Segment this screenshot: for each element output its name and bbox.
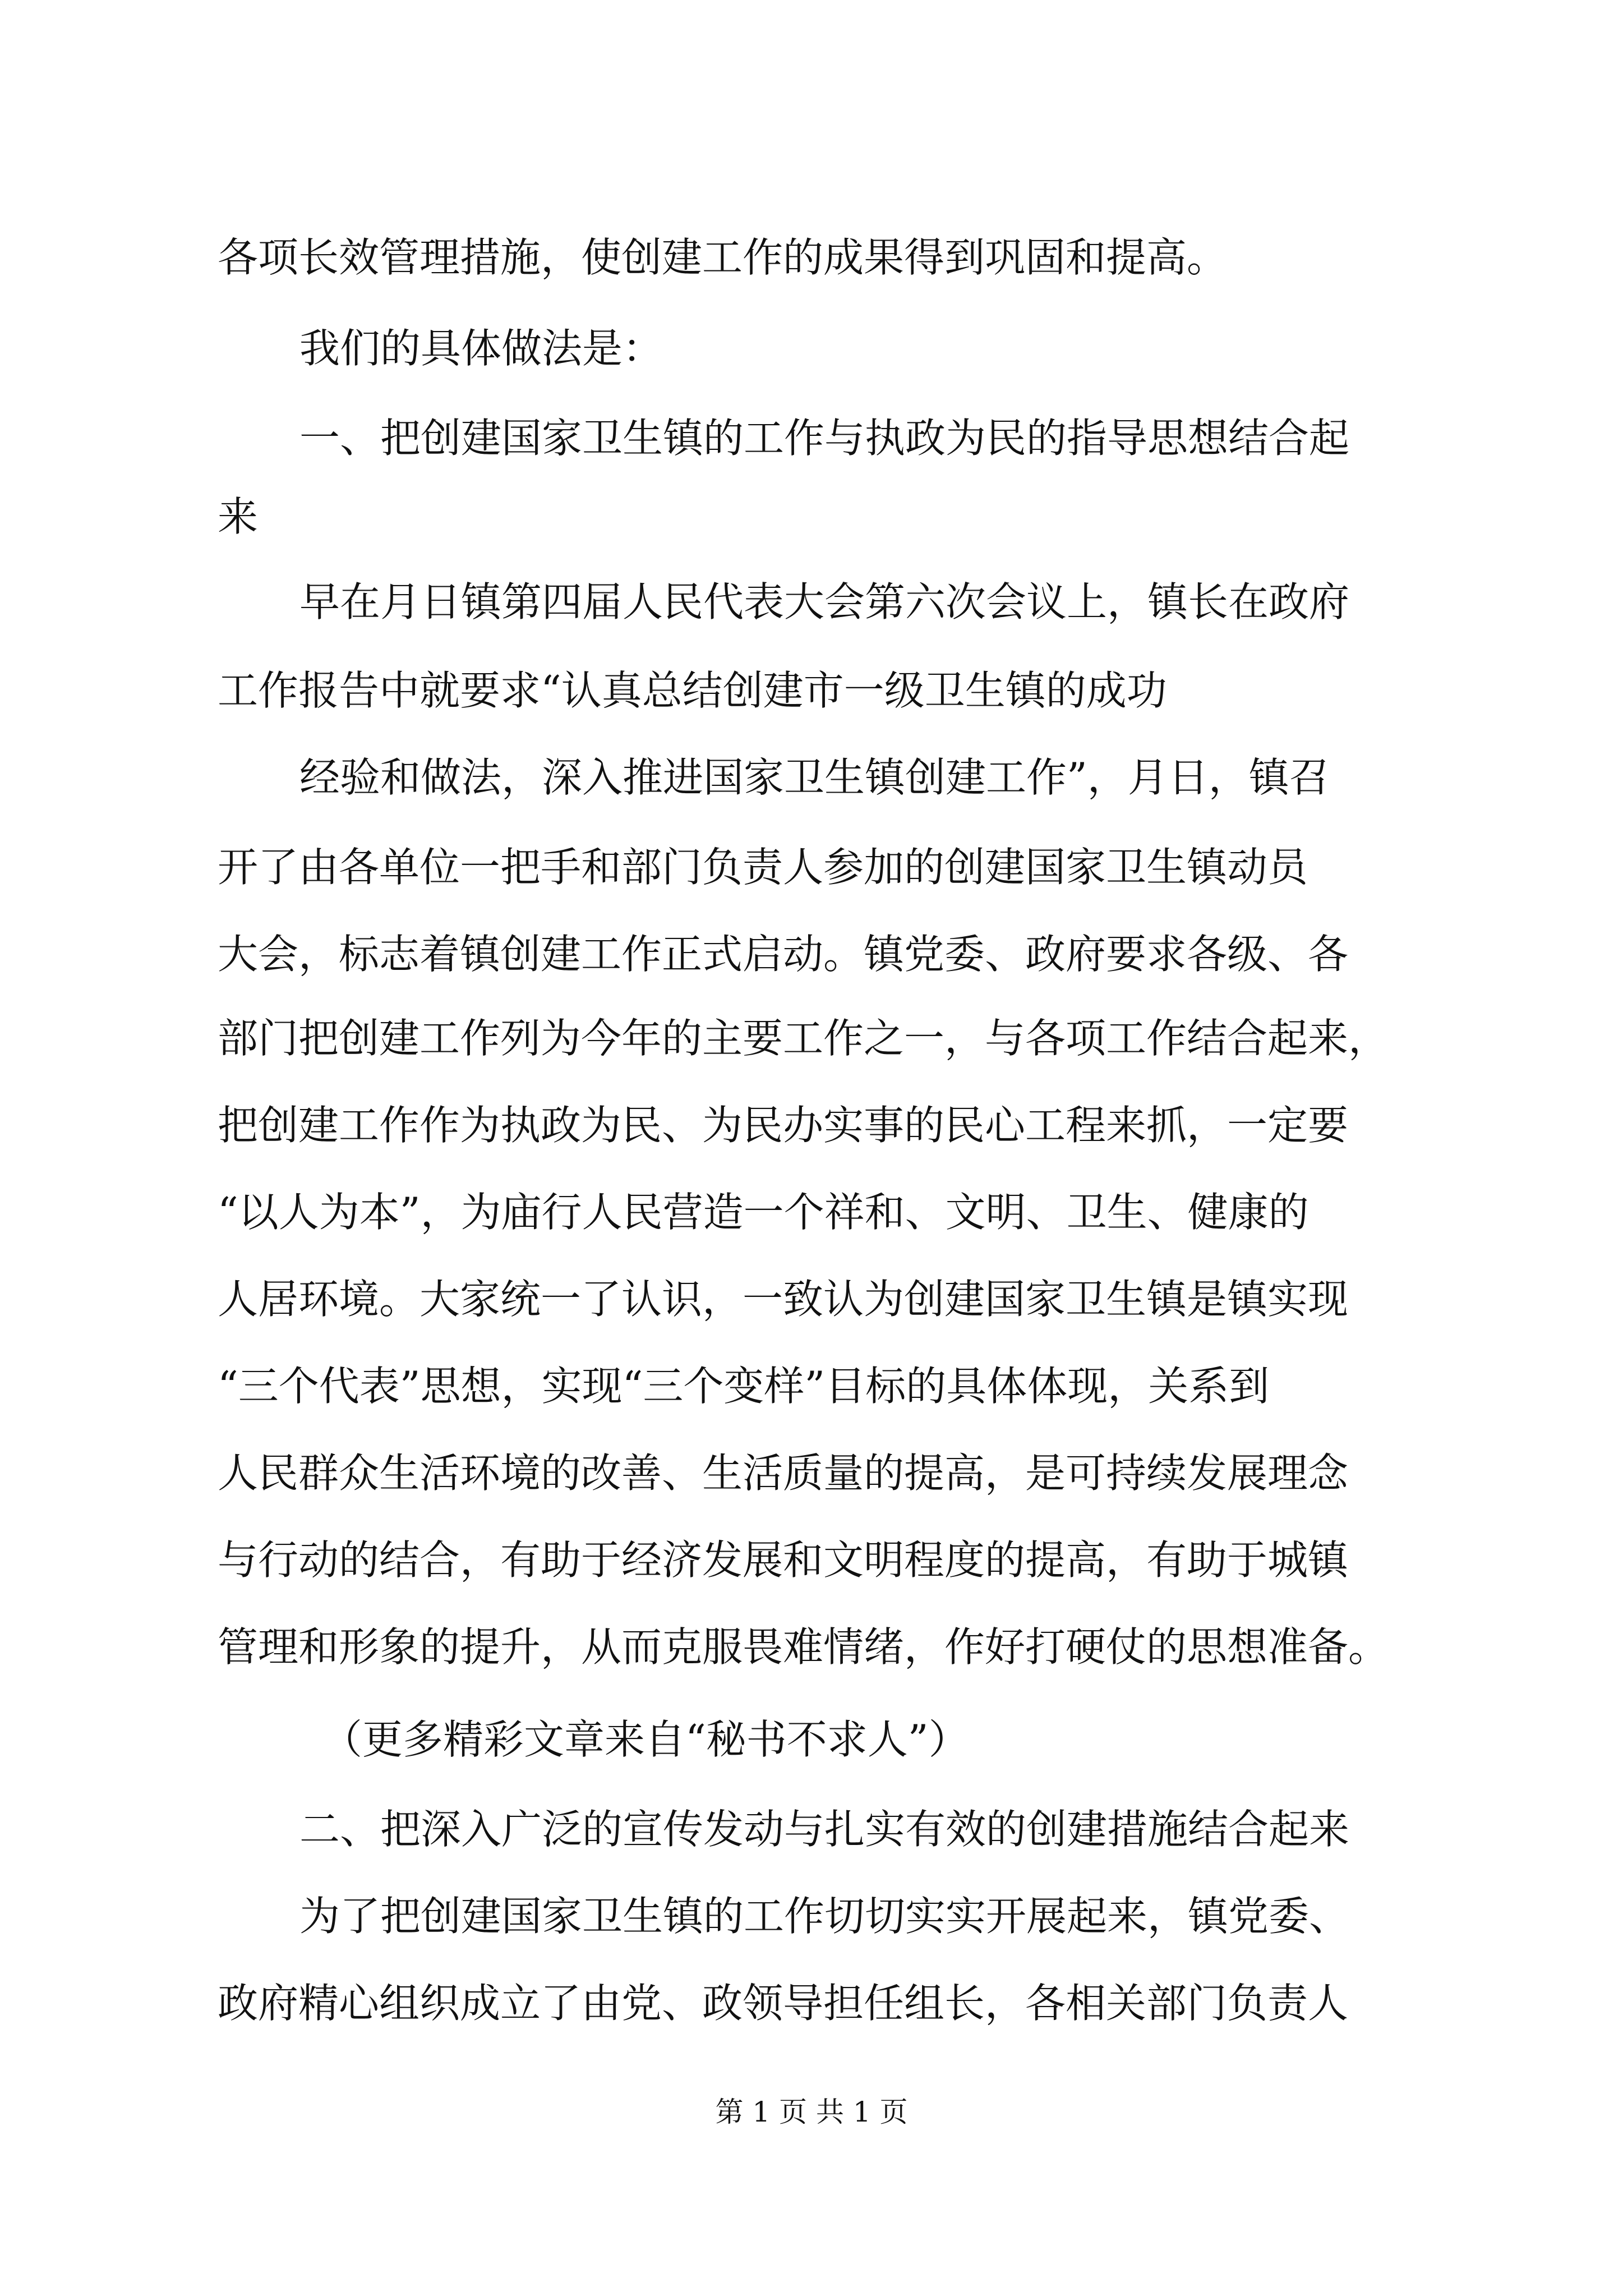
text-line-12: “以人为本”，为庙行人民营造一个祥和、文明、卫生、健康的 bbox=[218, 1189, 1309, 1236]
text-line-8: 开了由各单位一把手和部门负责人参加的创建国家卫生镇动员 bbox=[218, 844, 1308, 891]
text-line-6: 工作报告中就要求“认真总结创建市一级卫生镇的成功 bbox=[218, 667, 1167, 714]
text-line-5: 早在月日镇第四届人民代表大会第六次会议上，镇长在政府 bbox=[299, 578, 1350, 625]
text-line-1: 各项长效管理措施，使创建工作的成果得到巩固和提高。 bbox=[218, 234, 1228, 281]
text-line-16: 与行动的结合，有助于经济发展和文明程度的提高，有助于城镇 bbox=[218, 1536, 1349, 1584]
text-line-20: 为了把创建国家卫生镇的工作切切实实开展起来，镇党委、 bbox=[299, 1893, 1350, 1940]
page-number-footer: 第 1 页 共 1 页 bbox=[715, 2096, 908, 2128]
text-line-7: 经验和做法，深入推进国家卫生镇创建工作”，月日，镇召 bbox=[299, 754, 1330, 801]
text-line-14: “三个代表”思想，实现“三个变样”目标的具体体现，关系到 bbox=[218, 1363, 1270, 1410]
text-line-19: 二、把深入广泛的宣传发动与扎实有效的创建措施结合起来 bbox=[299, 1806, 1350, 1853]
text-line-10: 部门把创建工作列为今年的主要工作之一，与各项工作结合起来， bbox=[218, 1015, 1389, 1062]
text-line-2: 我们的具体做法是： bbox=[299, 325, 663, 372]
text-line-21: 政府精心组织成立了由党、政领导担任组长，各相关部门负责人 bbox=[218, 1980, 1349, 2027]
text-line-13: 人居环境。大家统一了认识，一致认为创建国家卫生镇是镇实现 bbox=[218, 1276, 1349, 1323]
text-line-11: 把创建工作作为执政为民、为民办实事的民心工程来抓，一定要 bbox=[218, 1102, 1349, 1149]
text-line-4: 来 bbox=[218, 493, 259, 540]
text-line-17: 管理和形象的提升，从而克服畏难情绪，作好打硬仗的思想准备。 bbox=[218, 1623, 1389, 1671]
text-line-18: （更多精彩文章来自“秘书不求人”） bbox=[322, 1716, 969, 1763]
text-line-9: 大会，标志着镇创建工作正式启动。镇党委、政府要求各级、各 bbox=[218, 931, 1349, 978]
text-line-3: 一、把创建国家卫生镇的工作与执政为民的指导思想结合起 bbox=[299, 415, 1350, 462]
text-line-15: 人民群众生活环境的改善、生活质量的提高，是可持续发展理念 bbox=[218, 1450, 1349, 1497]
